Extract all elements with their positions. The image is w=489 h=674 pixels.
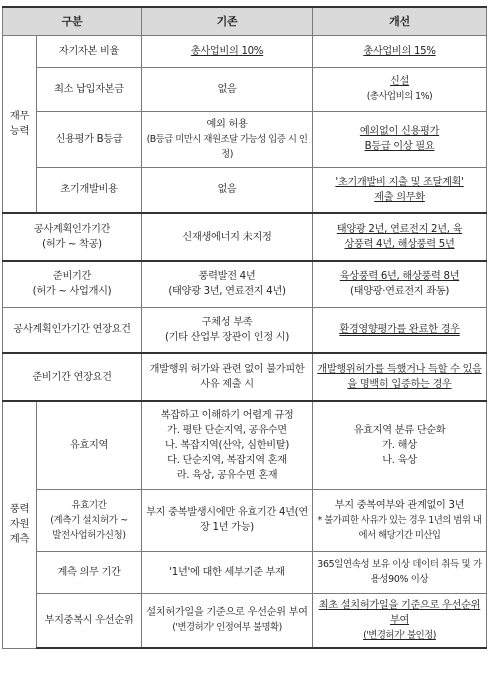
row-existing: 없음 [142,167,313,213]
row-label [37,489,142,551]
table-row [3,489,487,551]
table-row [3,261,487,307]
existing-note: (기타 산업부 장관이 인정 시) [164,331,290,343]
improved-note: (총사업비의 1%) [366,91,433,102]
existing-note: (B등급 미만시 재원조달 가능성 입증 시 인정) [146,133,308,160]
table-row [3,111,487,167]
row-label: 계측 의무 기간 [37,551,142,593]
row-label: 최소 납입자본금 [37,67,142,111]
row-existing: 없음 [142,67,313,111]
row-label: 자기자본 비율 [37,35,142,67]
improved-line: '초기개발비 지출 및 조달계획' [335,176,464,188]
improved-line: B등급 이상 필요 [364,141,435,152]
row-label: 초기개발비용 [37,167,142,213]
row-label [3,213,142,261]
row-existing: 부지 중복발생시에만 유효기간 4년(연장 1년 가능) [142,489,313,551]
existing-line: 가. 평탄 단순지역, 공유수면 [167,424,287,436]
header-existing: 기존 [142,7,313,35]
existing-line: (태양광 3년, 연료전지 4년) [168,286,286,298]
existing-line: 다. 단순지역, 복잡지역 혼재 [167,454,287,466]
improved-line: 가. 해상 [382,439,417,451]
header-improved: 개선 [313,7,487,35]
row-improved [313,213,487,261]
table-row [3,67,487,111]
row-improved [313,489,487,551]
table-row [3,353,487,401]
improved-line: 예외없이 신용평가 [359,126,440,137]
row-improved: 환경영향평가를 완료한 경우 [313,307,487,353]
table-row [3,213,487,261]
improved-line: 태양광 2년, 연료전지 2년, 육 [336,224,463,235]
row-improved [313,111,487,167]
row-label: 공사계획인가기간 연장요건 [3,307,142,353]
table-row [3,35,487,67]
row-improved: 개발행위허가를 득했거나 득할 수 있음을 명백히 입증하는 경우 [313,353,487,401]
improved-line: 상풍력 4년, 해상풍력 5년 [344,239,455,250]
improved-line: 신설 [389,76,410,87]
existing-line: 나. 복잡지역(산악, 심한비탈) [164,439,290,451]
row-improved [313,67,487,111]
row-label [3,261,142,307]
comparison-table [2,6,487,649]
table-row [3,593,487,648]
row-existing [142,593,313,648]
row-existing [142,307,313,353]
row-label-line: 유효기간 [71,499,107,511]
existing-line: 풍력발전 4년 [198,271,256,283]
improved-line: 나. 육상 [382,454,417,466]
table-row [3,551,487,593]
row-improved [313,261,487,307]
existing-line: 라. 육상, 공유수면 혼재 [176,469,278,481]
row-label-line: 공사계획인가기간 [33,224,111,235]
improved-note: (태양광·연료전지 좌동) [349,286,450,298]
row-label-sub: (허가 ~ 착공) [42,239,102,250]
row-existing [142,111,313,167]
row-existing: '1년'에 대한 세부기준 부재 [142,551,313,593]
existing-line: 복잡하고 이해하기 어렵게 규정 [160,409,294,421]
row-existing: 신재생에너지 未지정 [142,213,313,261]
improved-line: 유효지역 분류 단순화 [353,424,446,436]
table-row [3,167,487,213]
group-finance-label: 재무 능력 [3,35,37,213]
header-category: 구분 [3,7,142,35]
row-label: 유효지역 [37,401,142,489]
row-improved [313,167,487,213]
existing-line: 설치허가일을 기준으로 우선순위 부여 [146,607,308,619]
row-label-sub: (계측기 설치허가 ~ [50,514,128,526]
row-label-line: 준비기간 [52,271,92,283]
row-existing: 개발행위 허가와 관련 없이 불가피한 사유 제출 시 [142,353,313,401]
row-label: 부지중복시 우선순위 [37,593,142,648]
row-improved: 365일연속성 보유 이상 데이터 취득 및 가용성90% 이상 [313,551,487,593]
row-existing [142,261,313,307]
header-row [3,7,487,35]
improved-note: ('변경허가' 불인정) [363,629,436,641]
improved-line: 육상풍력 6년, 해상풍력 8년 [339,271,460,283]
group-wind-label: 풍력 자원 계측 [3,401,37,648]
improved-line: 부지 중복여부와 관계없이 3년 [334,499,465,511]
row-improved [313,401,487,489]
table-row [3,307,487,353]
improved-note: * 불가피한 사유가 있는 경우 1년의 범위 내에서 해당기간 미산입 [317,514,482,541]
row-improved [313,593,487,648]
row-label-sub: (허가 ~ 사업개시) [32,286,112,298]
existing-line: 구체성 부족 [201,316,253,328]
improved-line: 제출 의무화 [374,191,425,203]
row-label: 준비기간 연장요건 [3,353,142,401]
table-row [3,401,487,489]
row-existing [142,401,313,489]
row-existing: 총사업비의 10% [142,35,313,67]
existing-line: 예외 허용 [206,118,248,130]
row-label-sub: 발전사업허가신청) [52,529,126,541]
existing-note: ('변경허가' 인정여부 불명확) [172,622,282,634]
row-improved: 총사업비의 15% [313,35,487,67]
row-label: 신용평가 B등급 [37,111,142,167]
improved-line: 최초 설치허가일을 기준으로 우선순위 부여 [318,599,481,626]
